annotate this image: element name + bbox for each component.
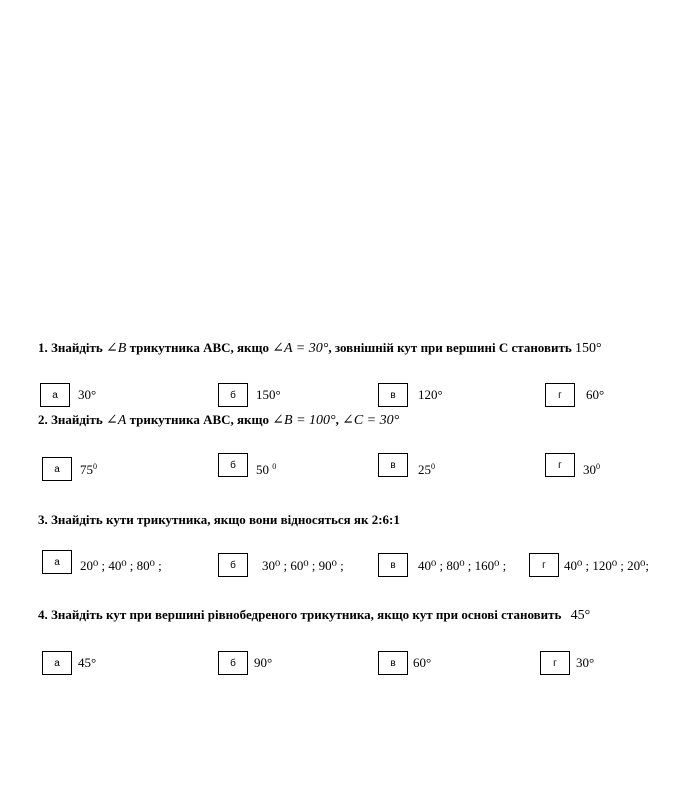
answer-value-1v: 120° bbox=[418, 387, 443, 402]
answer-value-2a bbox=[80, 462, 97, 478]
answer-label: г bbox=[558, 389, 562, 401]
answer-box-1g[interactable] bbox=[545, 383, 575, 407]
question-1-text: трикутника ABC, якщо bbox=[129, 340, 270, 355]
answer-label: в bbox=[390, 657, 396, 669]
answer-box-3v[interactable] bbox=[378, 553, 408, 577]
answer-box-3a[interactable] bbox=[42, 550, 72, 574]
answer-label: а bbox=[52, 389, 58, 401]
answer-value-4g: 30° bbox=[576, 655, 595, 670]
answer-box-4a[interactable] bbox=[42, 651, 72, 675]
question-4-text: 4. Знайдіть кут при вершині рівнобедреного трикутника, якщо кут при основі становить bbox=[38, 607, 562, 622]
answer-label: б bbox=[230, 559, 236, 571]
question-1-text-b: , зовнішній кут при вершині С становить bbox=[328, 340, 572, 355]
answer-value-1g: 60° bbox=[586, 387, 605, 402]
answer-number: 25 bbox=[418, 462, 431, 477]
answer-label: б bbox=[230, 389, 236, 401]
answer-number: 50 bbox=[256, 462, 273, 477]
answer-label: г bbox=[558, 459, 562, 471]
answer-box-1b[interactable] bbox=[218, 383, 248, 407]
question-2 bbox=[38, 412, 399, 429]
question-1-target-angle: ∠B bbox=[106, 341, 127, 356]
question-4 bbox=[38, 607, 590, 624]
question-2-number: 2. Знайдіть bbox=[38, 412, 103, 427]
answer-box-4v[interactable] bbox=[378, 651, 408, 675]
answer-value-4v: 60° bbox=[413, 655, 432, 670]
answer-box-3b[interactable] bbox=[218, 553, 248, 577]
question-1-given-angle: ∠A = 30° bbox=[272, 341, 329, 356]
answer-label: в bbox=[390, 559, 396, 571]
answer-box-2b[interactable] bbox=[218, 453, 248, 477]
question-2-given-angle-c: ∠C = 30° bbox=[342, 413, 400, 428]
answer-number: 75 bbox=[80, 462, 93, 477]
answer-label: г bbox=[542, 559, 546, 571]
answer-value-3v: 40⁰ ; 80⁰ ; 160⁰ ; bbox=[418, 558, 507, 573]
answer-value-4b: 90° bbox=[254, 655, 273, 670]
answer-value-2b bbox=[256, 462, 276, 478]
answer-number: 30 bbox=[583, 462, 596, 477]
answer-label: а bbox=[54, 657, 60, 669]
answer-box-2a[interactable] bbox=[42, 457, 72, 481]
question-1-number: 1. Знайдіть bbox=[38, 340, 103, 355]
answer-box-2g[interactable] bbox=[545, 453, 575, 477]
answer-label: в bbox=[390, 459, 396, 471]
question-1 bbox=[38, 340, 602, 357]
question-3: 3. Знайдіть кути трикутника, якщо вони відносяться як 2:6:1 bbox=[38, 512, 400, 527]
answer-value-3b: 30⁰ ; 60⁰ ; 90⁰ ; bbox=[262, 558, 344, 573]
question-2-separator: , bbox=[335, 412, 339, 427]
answer-label: б bbox=[230, 459, 236, 471]
answer-box-4g[interactable] bbox=[540, 651, 570, 675]
question-4-given-angle: 45° bbox=[570, 608, 591, 623]
answer-label: а bbox=[54, 463, 60, 475]
question-2-target-angle: ∠A bbox=[106, 413, 127, 428]
question-2-text: трикутника ABC, якщо bbox=[129, 412, 270, 427]
answer-box-4b[interactable] bbox=[218, 651, 248, 675]
answer-value-4a: 45° bbox=[78, 655, 97, 670]
question-1-exterior-angle: 150° bbox=[575, 341, 602, 356]
degree-mark: 0 bbox=[93, 462, 97, 471]
degree-mark: 0 bbox=[596, 462, 600, 471]
answer-value-2g bbox=[583, 462, 600, 478]
answer-value-1b: 150° bbox=[256, 387, 281, 402]
answer-label: г bbox=[553, 657, 557, 669]
degree-mark: 0 bbox=[431, 462, 435, 471]
answer-label: а bbox=[54, 556, 60, 568]
answer-label: б bbox=[230, 657, 236, 669]
answer-box-3g[interactable] bbox=[529, 553, 559, 577]
answer-value-3g: 40⁰ ; 120⁰ ; 20⁰; bbox=[564, 558, 649, 573]
degree-mark: 0 bbox=[272, 462, 277, 471]
answer-box-1a[interactable] bbox=[40, 383, 70, 407]
answer-box-2v[interactable] bbox=[378, 453, 408, 477]
answer-value-2v bbox=[418, 462, 435, 478]
answer-value-3a: 20⁰ ; 40⁰ ; 80⁰ ; bbox=[80, 558, 162, 573]
question-2-given-angle-b: ∠B = 100° bbox=[272, 413, 336, 428]
answer-label: в bbox=[390, 389, 396, 401]
answer-value-1a: 30° bbox=[78, 387, 97, 402]
answer-box-1v[interactable] bbox=[378, 383, 408, 407]
